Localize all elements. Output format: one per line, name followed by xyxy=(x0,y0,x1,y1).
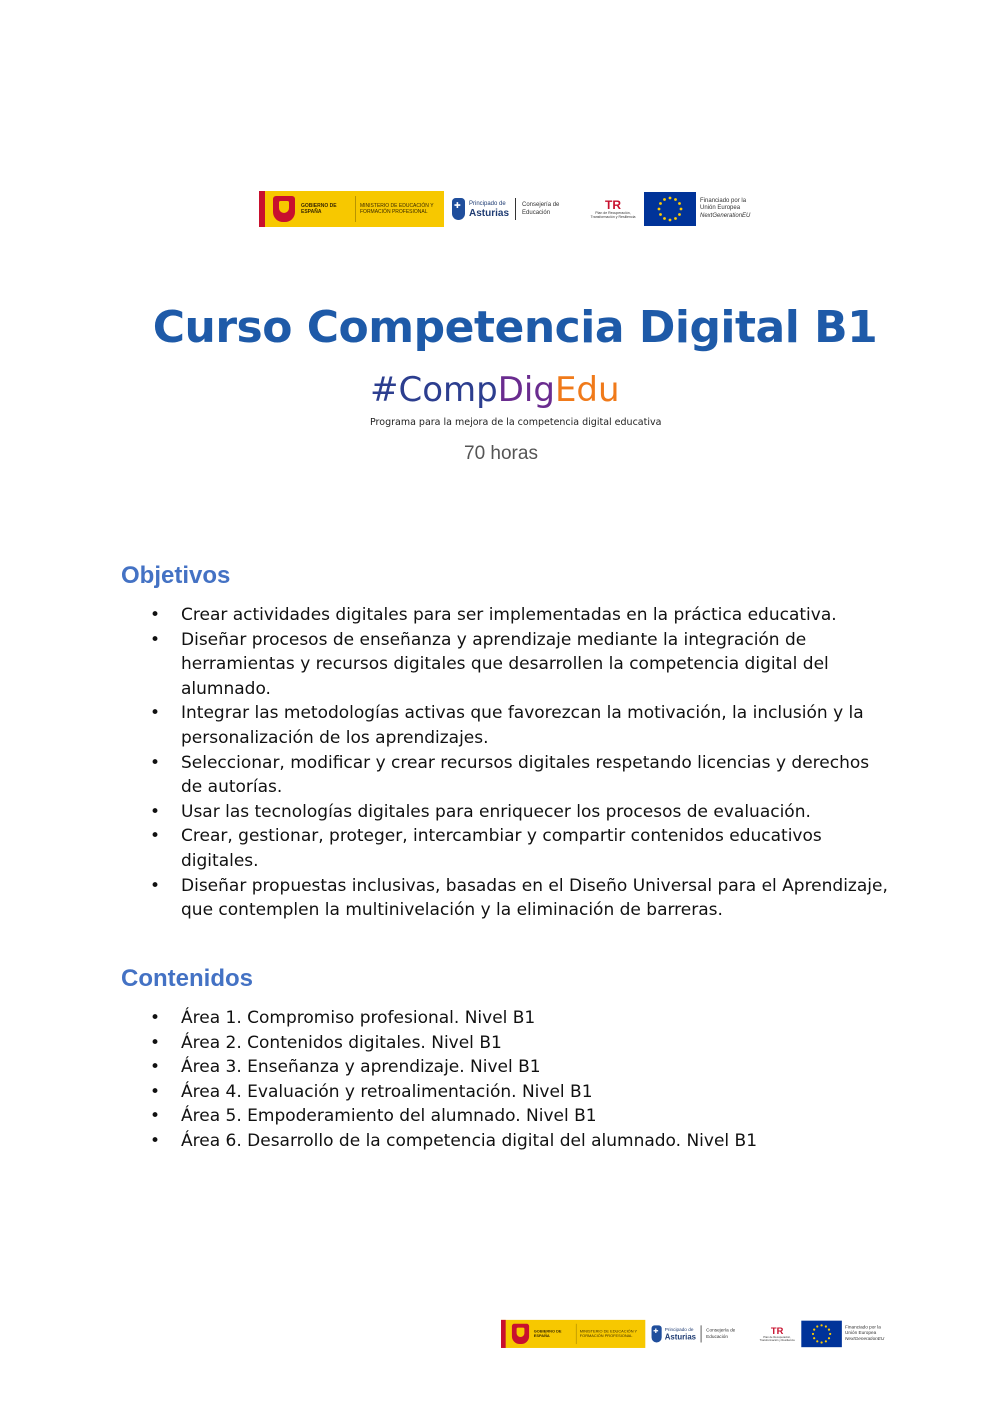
program-subtitle: Programa para la mejora de la competencia digital educativa xyxy=(370,417,662,428)
eu-line-1: Financiado por la xyxy=(844,1325,881,1330)
bullet-icon: • xyxy=(150,801,161,822)
list-item xyxy=(150,824,890,873)
consejeria-label: Consejería de Educación xyxy=(522,202,560,216)
list-item-text: Área 3. Enseñanza y aprendizaje. Nivel B1 xyxy=(181,1057,541,1078)
hashtag-comp: #Comp xyxy=(370,370,498,410)
eu-funding-label xyxy=(700,198,762,221)
principado-name xyxy=(469,200,509,219)
hashtag-dig: Dig xyxy=(497,370,555,410)
eu-logo xyxy=(801,1320,893,1348)
logo-divider xyxy=(515,198,516,220)
bullet-icon: • xyxy=(150,629,161,650)
list-item-text: Crear actividades digitales para ser implementadas en la práctica educativa. xyxy=(181,605,837,625)
gobierno-label: GOBIERNO DE ESPAÑA xyxy=(533,1329,562,1339)
list-item-text: Integrar las metodologías activas que favorezcan la motivación, la inclusión y la personalización de los aprendizajes. xyxy=(181,703,864,748)
list-item xyxy=(150,1006,890,1031)
bullet-icon: • xyxy=(150,1106,161,1127)
list-item xyxy=(150,1055,890,1080)
list-item xyxy=(150,874,890,923)
eu-funding-label xyxy=(845,1325,893,1343)
logo-divider xyxy=(701,1325,702,1342)
list-item-text: Área 6. Desarrollo de la competencia digital del alumnado. Nivel B1 xyxy=(181,1130,758,1151)
principado-asturias-logo xyxy=(452,191,574,227)
prtr-mark-icon: TR xyxy=(605,198,622,212)
bullet-icon: • xyxy=(150,752,161,773)
contenidos-list xyxy=(150,1006,890,1154)
list-item-text: Usar las tecnologías digitales para enriquecer los procesos de evaluación. xyxy=(181,801,811,822)
objetivos-heading: Objetivos xyxy=(121,562,231,589)
gobierno-label: GOBIERNO DE ESPAÑA xyxy=(301,203,337,215)
eu-line-1: Financiado por la xyxy=(700,197,747,204)
list-item-text: Seleccionar, modificar y crear recursos digitales respetando licencias y derechos de autorías. xyxy=(181,752,870,798)
prtr-label: Plan de Recuperación, Transformación y Resiliencia xyxy=(590,211,636,219)
asturias-shield-icon xyxy=(652,1325,662,1342)
eu-logo xyxy=(644,191,762,227)
list-item xyxy=(150,800,890,825)
coat-of-arms-icon xyxy=(273,196,295,222)
eu-flag-icon xyxy=(644,192,696,226)
bullet-icon: • xyxy=(150,605,161,625)
coat-of-arms-icon xyxy=(512,1324,529,1344)
list-item xyxy=(150,1080,890,1105)
eu-line-2: Unión Europea xyxy=(700,205,741,212)
consejeria-label: Consejería de Educación xyxy=(706,1328,736,1340)
eu-flag-icon xyxy=(801,1321,842,1348)
list-item-text: Diseñar propuestas inclusivas, basadas en el Diseño Universal para el Aprendizaje, que contemplen la multinivelación y la eliminación de barreras. xyxy=(181,875,888,921)
principado-small-label: Principado de xyxy=(664,1327,694,1332)
list-item xyxy=(150,701,890,750)
list-item-text: Área 1. Compromiso profesional. Nivel B1 xyxy=(181,1008,536,1028)
ministerio-label: MINISTERIO DE EDUCACIÓN Y FORMACIÓN PROFESIONAL xyxy=(360,203,434,215)
list-item-text: Diseñar procesos de enseñanza y aprendizaje mediante la integración de herramientas y recursos digitales que desarrollen la competencia digital del alumnado. xyxy=(181,629,829,699)
eu-line-3: NextGenerationEU xyxy=(700,212,751,219)
asturias-shield-icon xyxy=(452,198,465,220)
bullet-icon: • xyxy=(150,875,161,896)
ministerio-label: MINISTERIO DE EDUCACIÓN Y FORMACIÓN PROFESIONAL xyxy=(579,1329,638,1339)
asturias-label: Asturias xyxy=(469,207,510,219)
contenidos-heading: Contenidos xyxy=(121,965,253,992)
eu-line-2: Unión Europea xyxy=(844,1330,877,1336)
bullet-icon: • xyxy=(150,1130,161,1151)
prtr-mark-icon: TR xyxy=(770,1325,784,1337)
list-item xyxy=(150,1031,890,1056)
prtr-logo xyxy=(758,1326,797,1342)
header-logo-strip xyxy=(259,191,762,227)
list-item xyxy=(150,628,890,702)
list-item xyxy=(150,603,890,628)
list-item-text: Crear, gestionar, proteger, intercambiar y compartir contenidos educativos digitales. xyxy=(181,826,822,871)
prtr-label: Plan de Recuperación, Transformación y Resiliencia xyxy=(759,1335,795,1342)
course-hours: 70 horas xyxy=(464,443,538,464)
principado-name xyxy=(665,1327,696,1342)
list-item xyxy=(150,751,890,800)
bullet-icon: • xyxy=(150,703,161,724)
list-item-text: Área 5. Empoderamiento del alumnado. Nivel B1 xyxy=(181,1106,597,1127)
principado-small-label: Principado de xyxy=(469,200,506,207)
page-title: Curso Competencia Digital B1 xyxy=(152,302,878,353)
bullet-icon: • xyxy=(150,1032,161,1053)
hashtag-edu: Edu xyxy=(554,370,620,410)
gobierno-espana-logo xyxy=(259,191,444,227)
principado-asturias-logo xyxy=(652,1320,747,1348)
list-item-text: Área 2. Contenidos digitales. Nivel B1 xyxy=(181,1032,502,1053)
prtr-logo xyxy=(588,199,638,219)
bullet-icon: • xyxy=(150,1008,161,1028)
bullet-icon: • xyxy=(150,826,161,847)
compdigedu-logo xyxy=(370,368,620,412)
logo-divider xyxy=(576,1324,577,1344)
footer-logo-strip xyxy=(501,1323,893,1345)
eu-line-3: NextGenerationEU xyxy=(844,1336,885,1342)
logo-divider xyxy=(355,196,356,221)
bullet-icon: • xyxy=(150,1057,161,1078)
list-item-text: Área 4. Evaluación y retroalimentación. Nivel B1 xyxy=(181,1081,593,1102)
bullet-icon: • xyxy=(150,1081,161,1102)
gobierno-espana-logo xyxy=(501,1320,645,1348)
list-item xyxy=(150,1129,890,1154)
objetivos-list xyxy=(150,603,890,923)
list-item xyxy=(150,1104,890,1129)
asturias-label: Asturias xyxy=(664,1332,697,1342)
